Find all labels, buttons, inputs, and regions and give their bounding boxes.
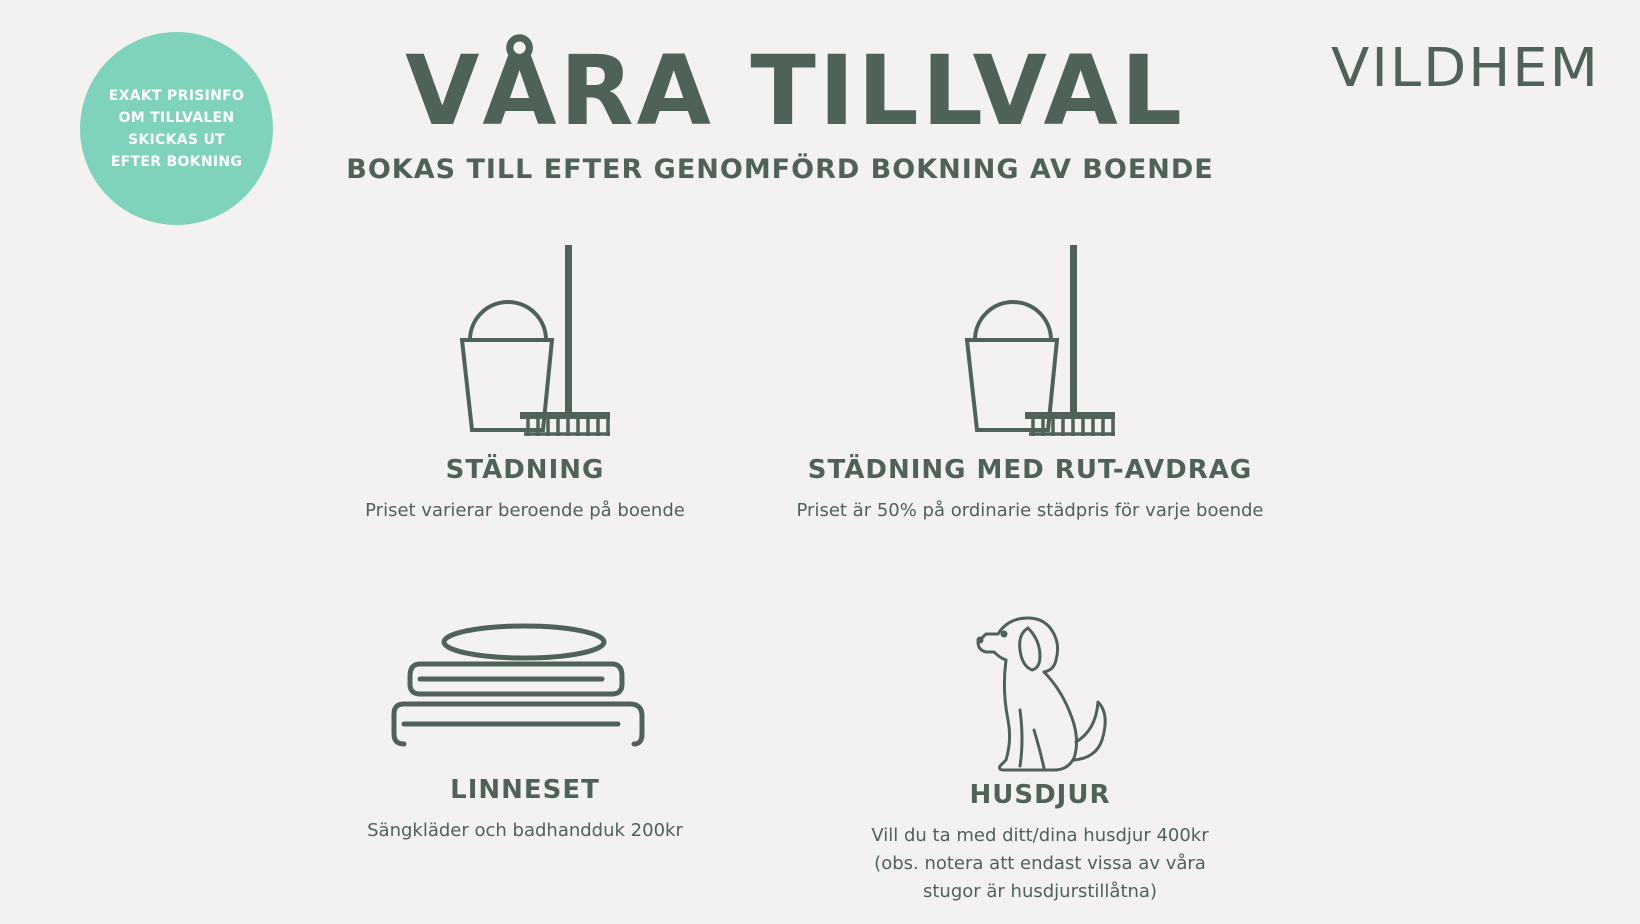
page-subtitle: BOKAS TILL EFTER GENOMFÖRD BOKNING AV BOENDE — [346, 154, 1214, 185]
option-title: HUSDJUR — [969, 780, 1111, 810]
bucket-mop-icon — [440, 240, 610, 455]
option-description: Priset är 50% på ordinarie städpris för varje boende — [796, 500, 1264, 521]
badge-text: EXAKT PRISINFO OM TILLVALEN SKICKAS UT EFTER BOKNING — [108, 87, 245, 170]
option-linen — [330, 610, 720, 845]
option-title: STÄDNING MED RUT-AVDRAG — [807, 455, 1253, 485]
page-title: VÅRA TILLVAL — [405, 35, 1185, 147]
option-description: Priset varierar beroende på boende — [365, 500, 685, 521]
option-cleaning-rut — [770, 240, 1290, 525]
option-description: Vill du ta med ditt/dina husdjur 400kr (obs. notera att endast vissa av våra stugor är husdjurstillåtna) — [871, 825, 1209, 902]
option-title: STÄDNING — [445, 455, 605, 485]
option-pets — [820, 610, 1260, 906]
brand-logo: VILDHEM — [1331, 37, 1600, 100]
dog-icon — [970, 610, 1110, 780]
bucket-mop-icon — [945, 240, 1115, 455]
folded-linen-icon — [390, 610, 660, 775]
option-title: LINNESET — [450, 775, 600, 805]
option-cleaning — [330, 240, 720, 525]
option-description: Sängkläder och badhandduk 200kr — [367, 820, 683, 841]
